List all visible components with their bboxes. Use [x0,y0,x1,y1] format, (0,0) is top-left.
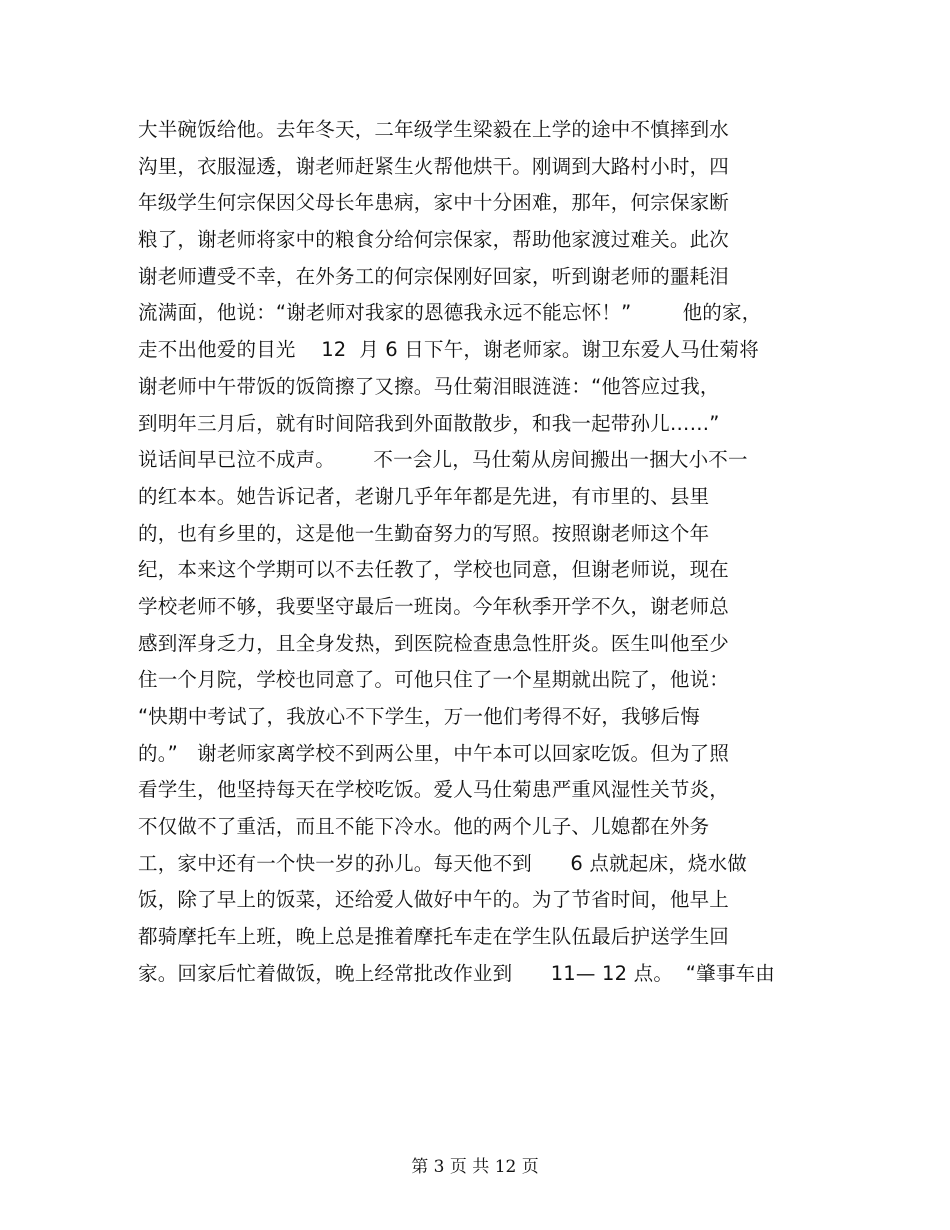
text-line: 沟里，衣服湿透，谢老师赶紧生火帮他烘干。刚调到大路村小时，四 [138,154,730,178]
text-line: 走不出他爱的目光 12 月 6 日下午，谢老师家。谢卫东爱人马仕菊将 [138,338,759,362]
text-line: 的，也有乡里的，这是他一生勤奋努力的写照。按照谢老师这个年 [138,521,710,545]
text-line: 工，家中还有一个快一岁的孙儿。每天他不到 6 点就起床，烧水做 [138,851,747,875]
text-line: 纪，本来这个学期可以不去任教了，学校也同意，但谢老师说，现在 [138,558,730,582]
text-line: 不仅做不了重活，而且不能下冷水。他的两个儿子、儿媳都在外务 [138,815,710,839]
body-text [138,112,798,993]
text-line: 粮了，谢老师将家中的粮食分给何宗保家，帮助他家渡过难关。此次 [138,228,730,252]
page-number-footer: 第 3 页 共 12 页 [411,1157,539,1177]
text-line: 谢老师中午带饭的饭筒擦了又擦。马仕菊泪眼涟涟：“他答应过我， [138,374,720,398]
text-line: 到明年三月后，就有时间陪我到外面散散步，和我一起带孙儿……” [138,411,720,435]
text-line: 说话间早已泣不成声。 不一会儿，马仕菊从房间搬出一捆大小不一 [138,448,748,472]
text-line: 看学生，他坚持每天在学校吃饭。爱人马仕菊患严重风湿性关节炎， [138,778,730,802]
text-line: “快期中考试了，我放心不下学生，万一他们考得不好，我够后悔 [138,705,700,728]
text-line: 学校老师不够，我要坚守最后一班岗。今年秋季开学不久，谢老师总 [138,594,730,618]
text-line: 谢老师遭受不幸，在外务工的何宗保刚好回家，听到谢老师的噩耗泪 [138,264,730,288]
text-line: 感到浑身乏力，且全身发热，到医院检查患急性肝炎。医生叫他至少 [138,631,730,655]
text-line: 都骑摩托车上班，晚上总是推着摩托车走在学生队伍最后护送学生回 [138,925,730,949]
text-line: 年级学生何宗保因父母长年患病，家中十分困难，那年，何宗保家断 [138,191,730,215]
text-line: 家。回家后忙着做饭，晚上经常批改作业到 11— 12 点。 “肇事车由 [138,961,775,985]
text-line: 大半碗饭给他。去年冬天，二年级学生梁毅在上学的途中不慎摔到水 [138,118,730,141]
text-line: 饭，除了早上的饭菜，还给爱人做好中午的。为了节省时间，他早上 [138,888,730,912]
text-line: 的红本本。她告诉记者，老谢几乎年年都是先进，有市里的、县里 [138,484,710,508]
text-line: 住一个月院，学校也同意了。可他只住了一个星期就出院了，他说： [138,668,730,692]
text-line: 流满面，他说：“谢老师对我家的恩德我永远不能忘怀！” 他的家， [138,301,762,325]
text-line: 的。” 谢老师家离学校不到两公里，中午本可以回家吃饭。但为了照 [138,741,730,765]
